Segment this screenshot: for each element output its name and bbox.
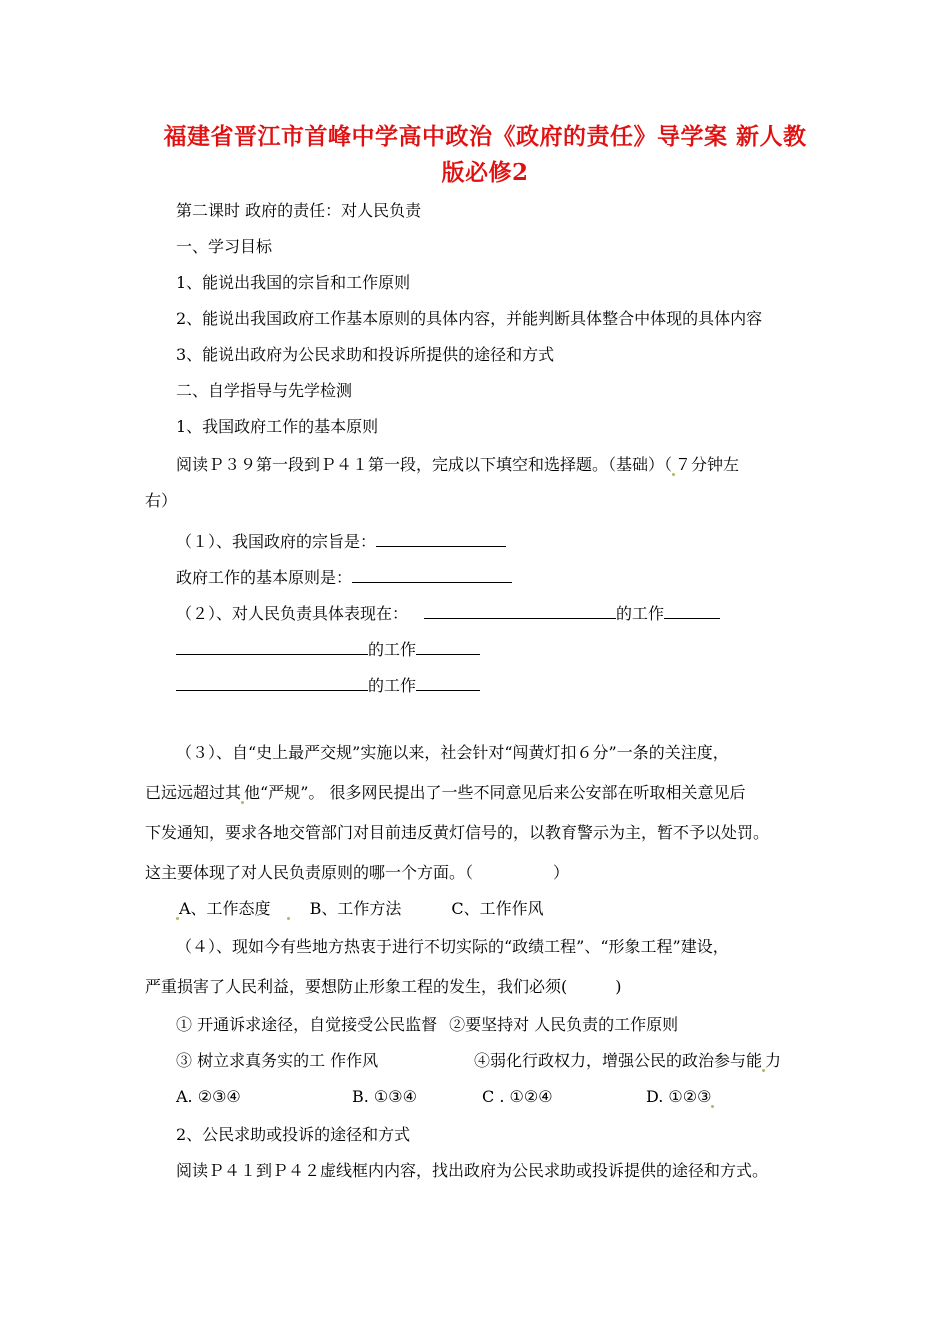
goal-item-2: 2、能说出我国政府工作基本原则的具体内容，并能判断具体整合中体现的具体内容 xyxy=(176,309,763,328)
question-4-option-a[interactable]: A. ②③④ xyxy=(176,1087,241,1106)
answer-blank[interactable] xyxy=(416,674,480,691)
option-c[interactable]: C、工作作风 xyxy=(451,899,544,918)
option-a[interactable]: A、工作态度 xyxy=(179,899,271,918)
question-4-line-2: 严重损害了人民利益，要想防止形象工程的发生，我们必须( ) xyxy=(145,977,622,996)
lesson-heading: 第二课时 政府的责任：对人民负责 xyxy=(176,201,422,220)
answer-blank[interactable] xyxy=(664,602,720,619)
question-3-line-2 xyxy=(145,782,745,804)
question-2-suffix: 的工作 xyxy=(616,604,665,623)
question-2-row-3 xyxy=(176,674,480,697)
answer-blank[interactable] xyxy=(176,674,368,691)
section-self-study: 二、自学指导与先学检测 xyxy=(176,381,353,400)
reading-instruction-2: 阅读Ｐ４１到Ｐ４２虚线框内内容，找出政府为公民求助或投诉提供的途径和方式。 xyxy=(176,1161,769,1180)
document-title-line-2: 版必修2 xyxy=(441,159,529,186)
question-2-row-1 xyxy=(176,602,720,625)
question-4-option-d[interactable]: D. ①②③ xyxy=(646,1087,712,1106)
question-2-label: （２）、对人民负责具体表现在： xyxy=(176,604,409,623)
question-4-item-4-wrap xyxy=(474,1050,781,1072)
reading-instruction-1 xyxy=(176,454,739,476)
answer-blank[interactable] xyxy=(376,530,506,547)
question-4-item-2: ②要坚持对 人民负责的工作原则 xyxy=(449,1015,679,1034)
section-learning-goals: 一、学习目标 xyxy=(176,237,273,256)
question-4-items-row-2 xyxy=(176,1050,378,1072)
answer-blank[interactable] xyxy=(352,566,512,583)
question-2-row-2 xyxy=(176,638,480,661)
mark-dot xyxy=(287,917,290,920)
question-3-line-3: 下发通知，要求各地交管部门对目前违反黄灯信号的，以教育警示为主，暂不予以处罚。 xyxy=(145,823,770,842)
question-4-item-4-end: 力 xyxy=(765,1051,782,1070)
question-1-principle xyxy=(176,566,512,589)
question-1-purpose xyxy=(176,530,506,553)
question-4-item-4: ④弱化行政权力，增强公民的政治参与能 xyxy=(474,1051,763,1070)
answer-blank[interactable] xyxy=(416,638,480,655)
question-4-option-d-wrap xyxy=(646,1086,714,1108)
question-2-suffix: 的工作 xyxy=(368,640,417,659)
question-3-line-1: （３）、自“史上最严交规”实施以来，社会针对“闯黄灯扣６分”一条的关注度， xyxy=(176,743,729,762)
goal-item-1: 1、能说出我国的宗旨和工作原则 xyxy=(176,273,411,292)
question-4-option-b[interactable]: B. ①③④ xyxy=(352,1087,417,1106)
reading-instruction-1-time: ７分钟左 xyxy=(675,455,740,474)
question-4-item-3: ③ 树立求真务实的工 作作风 xyxy=(176,1051,379,1070)
question-1-principle-label: 政府工作的基本原则是： xyxy=(176,568,353,587)
answer-blank[interactable] xyxy=(176,638,368,655)
question-3-line-2-a: 已远远超过其 xyxy=(145,783,242,802)
option-b[interactable]: B、工作方法 xyxy=(309,899,402,918)
subsection-basic-principles: 1、我国政府工作的基本原则 xyxy=(176,417,379,436)
reading-instruction-1-text: 阅读Ｐ３９第一段到Ｐ４１第一段，完成以下填空和选择题。（基础）（ xyxy=(176,455,673,474)
question-4-option-c[interactable]: C . ①②④ xyxy=(482,1087,553,1106)
question-4-line-1: （４）、现如今有些地方热衷于进行不切实际的“政绩工程”、“形象工程”建设， xyxy=(176,937,729,956)
question-1-purpose-label: （１）、我国政府的宗旨是： xyxy=(176,532,377,551)
document-title-line-1: 福建省晋江市首峰中学高中政治《政府的责任》导学案 新人教 xyxy=(163,123,807,150)
mark-dot xyxy=(711,1105,714,1108)
goal-item-3: 3、能说出政府为公民求助和投诉所提供的途径和方式 xyxy=(176,345,555,364)
question-3-options xyxy=(176,898,544,920)
subsection-help-channels: 2、公民求助或投诉的途径和方式 xyxy=(176,1125,411,1144)
question-3-line-2-b: 他“严规”。 很多网民提出了一些不同意见后来公安部在听取相关意见后 xyxy=(244,783,746,802)
question-4-items-row-1 xyxy=(176,1014,678,1036)
question-2-suffix: 的工作 xyxy=(368,676,417,695)
question-3-line-4: 这主要体现了对人民负责原则的哪一个方面。（ ） xyxy=(145,863,570,882)
question-4-item-1: ① 开通诉求途径，自觉接受公民监督 xyxy=(176,1015,438,1034)
reading-instruction-1-end: 右） xyxy=(145,491,178,510)
answer-blank[interactable] xyxy=(424,602,616,619)
